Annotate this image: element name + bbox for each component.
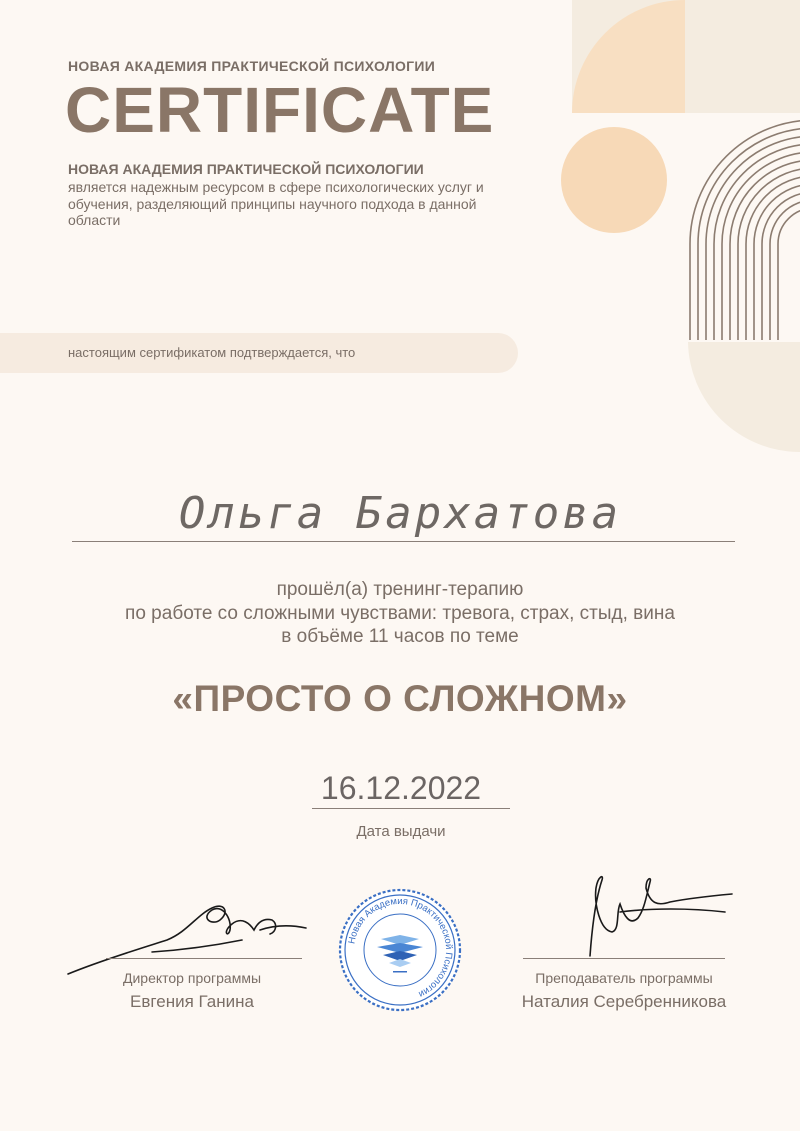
org-description: является надежным ресурсом в сфере психологических услуг и обучения, разделяющий принципы научного подхода в данной области (68, 179, 484, 228)
recipient-underline (72, 541, 735, 542)
deco-quarter-cream (688, 342, 800, 452)
training-description (40, 578, 760, 649)
org-name-top: НОВАЯ АКАДЕМИЯ ПРАКТИЧЕСКОЙ ПСИХОЛОГИИ (68, 58, 436, 74)
recipient-name: Ольга Бархатова (178, 488, 622, 539)
teacher-signature (520, 868, 740, 963)
director-name: Евгения Ганина (130, 992, 254, 1011)
body-line-2: по работе со сложными чувствами: тревога, страх, стыд, вина (125, 602, 675, 624)
deco-arcs (690, 120, 800, 340)
teacher-name: Наталия Серебренникова (521, 992, 727, 1011)
issue-date: 16.12.2022 (320, 770, 482, 806)
academy-seal (337, 887, 463, 1013)
course-title: «ПРОСТО О СЛОЖНОМ» (172, 678, 628, 719)
teacher-signature-line (523, 958, 725, 959)
teacher-role: Преподаватель программы (535, 970, 713, 986)
date-underline (312, 808, 510, 809)
issue-date-label: Дата выдачи (356, 823, 446, 840)
director-signature-line (106, 958, 302, 959)
deco-square-cream-right (685, 0, 800, 113)
confirmation-text: настоящим сертификатом подтверждается, что (68, 345, 356, 360)
director-role: Директор программы (122, 970, 262, 986)
body-line-1: прошёл(а) тренинг-терапию (276, 579, 524, 600)
body-line-3: в объёме 11 часов по теме (281, 626, 519, 647)
certificate-title: CERTIFICATE (65, 74, 495, 146)
org-name-sub: НОВАЯ АКАДЕМИЯ ПРАКТИЧЕСКОЙ ПСИХОЛОГИИ (68, 161, 424, 177)
deco-square-cream (572, 0, 685, 113)
director-signature (62, 890, 312, 980)
deco-circle-peach (561, 127, 667, 233)
seal-text: Новая Академия Практической Психологии (346, 895, 455, 1000)
deco-quarter-peach (572, 0, 685, 113)
